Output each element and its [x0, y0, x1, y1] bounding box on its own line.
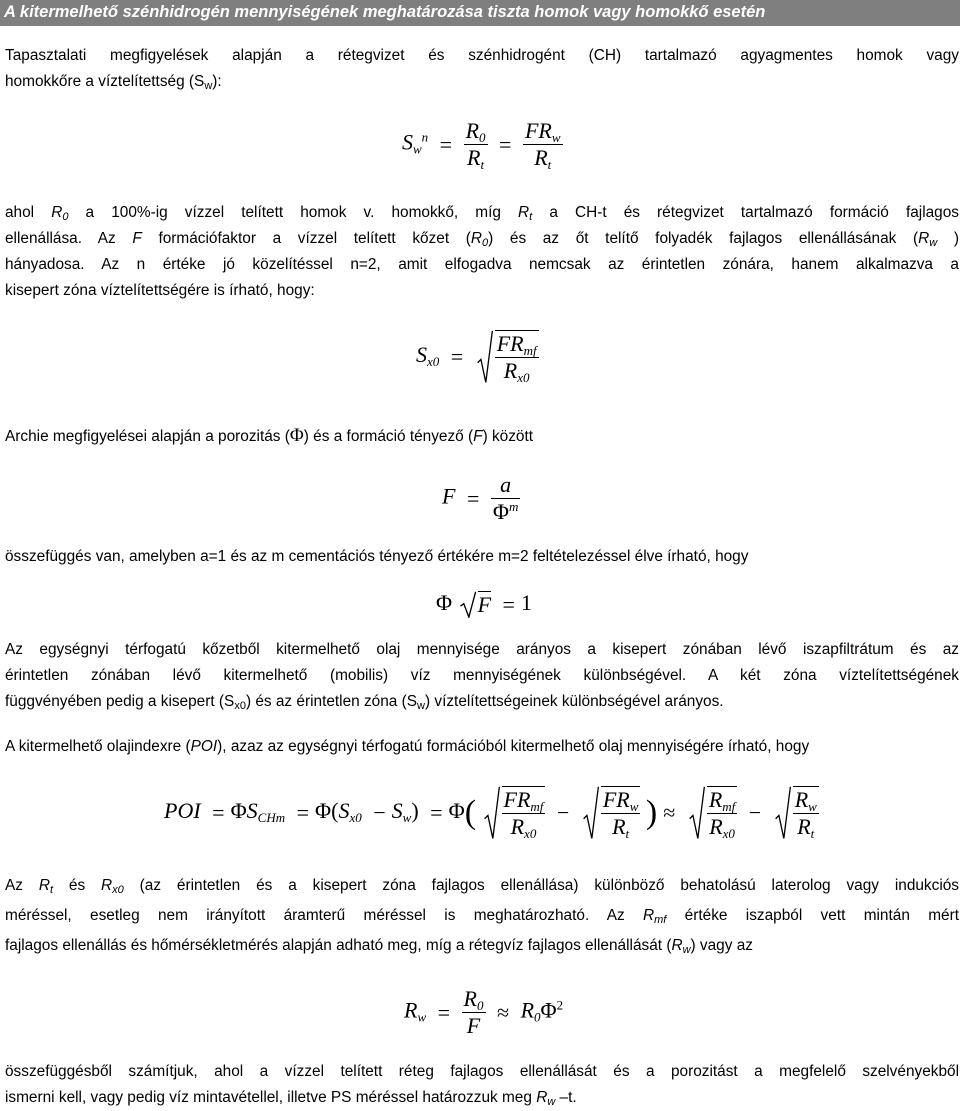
text-line: összefüggés van, amelyben a=1 és az m cementációs tényező értékére m=2 feltételezéssel élve írható, hogy — [5, 548, 749, 565]
equation-water-resistivity: $R_w$ = $\frac{R_0}{F}$ ≈ $R_0\Phi^2$ — [404, 986, 564, 1038]
text-line: Archie megfigyelései alapján a porozitás (Φ) és a formáció tényező (F) között — [5, 425, 534, 446]
paragraph-poi — [5, 734, 959, 760]
radical-sign — [458, 591, 478, 618]
equation-poi: POI = $\Phi S_{CHm} = \Phi(S_{x0} - S_w) = \Phi$( $\frac{FR_{mf}}{R_{x0}}$ − $\frac{FR_w}{R_t}$ ) ≈ $\frac{R_{mf}}{R_{x0}}$ − $\frac{R_w}{R_t}$ — [164, 787, 817, 841]
title-bar — [0, 0, 960, 26]
text-line: függvényében pedig a kisepert $(S_{x0})$ és az érintetlen zóna $(S_w)$ víztelítettségeinek különbségével arányos. — [5, 693, 724, 712]
paragraph-archie — [5, 423, 959, 449]
radical-sign — [475, 330, 495, 384]
text-line: homokkőre a víztelítettség $(S_w)$: — [5, 73, 222, 92]
text-line: hányadosa. Az n értéke jó közelítéssel n=2, amit elfogadva nemcsak az érintetlen zónára, hanem alkalmazva a — [5, 256, 959, 273]
paragraph-conclusion — [5, 1059, 959, 1111]
radical-sign — [773, 786, 793, 840]
text-line: összefüggésből számítjuk, ahol a vízzel telített réteg fajlagos ellenállását és a porozitást a megfelelő szelvényekből — [5, 1063, 959, 1080]
text-line: méréssel, esetleg nem irányított áramterű méréssel is meghatározható. Az $R_{mf}$ értéke iszapból vett mintán mért — [5, 907, 959, 926]
paragraph-definitions — [5, 200, 959, 304]
text-line: Tapasztalati megfigyelések alapján a rétegvizet és szénhidrogént (CH) tartalmazó agyagmentes homok vagy — [5, 47, 959, 64]
equation-flushed-zone-saturation: $S_{x0}$ = $\frac{FR_{mf}}{R_{x0}}$ — [416, 331, 537, 385]
text-line: ismerni kell, vagy pedig víz mintavétellel, illetve PS méréssel határozzuk meg $R_w$ –t. — [5, 1089, 577, 1108]
paragraph-oil-volume — [5, 637, 959, 715]
page-title: A kitermelhető szénhidrogén mennyiségének meghatározása tiszta homok vagy homokkő esetén — [4, 3, 766, 21]
equation-saturation: $S_w^n$ = $\frac{R_0}{R_t}$ = $\frac{FR_w}{R_t}$ — [402, 118, 561, 172]
paragraph-cementation — [5, 544, 959, 570]
text-line: fajlagos ellenállás és hőmérsékletmérés alapján adható meg, míg a rétegvíz fajlagos ellenállását $(R_w)$ vagy az — [5, 937, 753, 956]
text-line: kisepert zóna víztelítettségére is írható, hogy: — [5, 282, 315, 299]
paragraph-measurement — [5, 873, 959, 959]
text-line: ahol $R_0$ a 100%-ig vízzel telített homok v. homokkő, míg $R_t$ a CH-t és rétegvizet tartalmazó formáció fajlagos — [5, 204, 959, 223]
text-line: érintetlen zónában lévő kitermelhető (mobilis) víz mennyiségének különbségével. A két zóna víztelítettségének — [5, 667, 959, 684]
text-line: ellenállása. Az F formációfaktor a vízzel telített kőzet $(R_0)$ és az őt telítő folyadék fajlagos ellenállásának ($R_w$ ) — [5, 230, 959, 249]
equation-formation-factor: F = $\frac{a}{\Phi^m}$ — [442, 472, 519, 524]
radical-sign — [687, 786, 707, 840]
text-line: A kitermelhető olajindexre (POI), azaz az egységnyi térfogatú formációból kitermelhető olaj mennyiségére írható, hogy — [5, 738, 810, 755]
paragraph-intro — [5, 43, 959, 95]
radical-sign — [482, 786, 502, 840]
radical-sign — [581, 786, 601, 840]
text-line: Az $R_t$ és $R_{x0}$ (az érintetlen és a kisepert zóna fajlagos ellenállása) különböző behatolású laterolog vagy indukciós — [5, 877, 960, 896]
porosity-symbol: Φ — [289, 425, 304, 446]
text-line: Az egységnyi térfogatú kőzetből kitermelhető olaj mennyisége arányos a kisepert zónában lévő iszapfiltrátum és az — [5, 641, 959, 658]
equation-phi-root-f: Φ F = 1 — [436, 590, 532, 618]
